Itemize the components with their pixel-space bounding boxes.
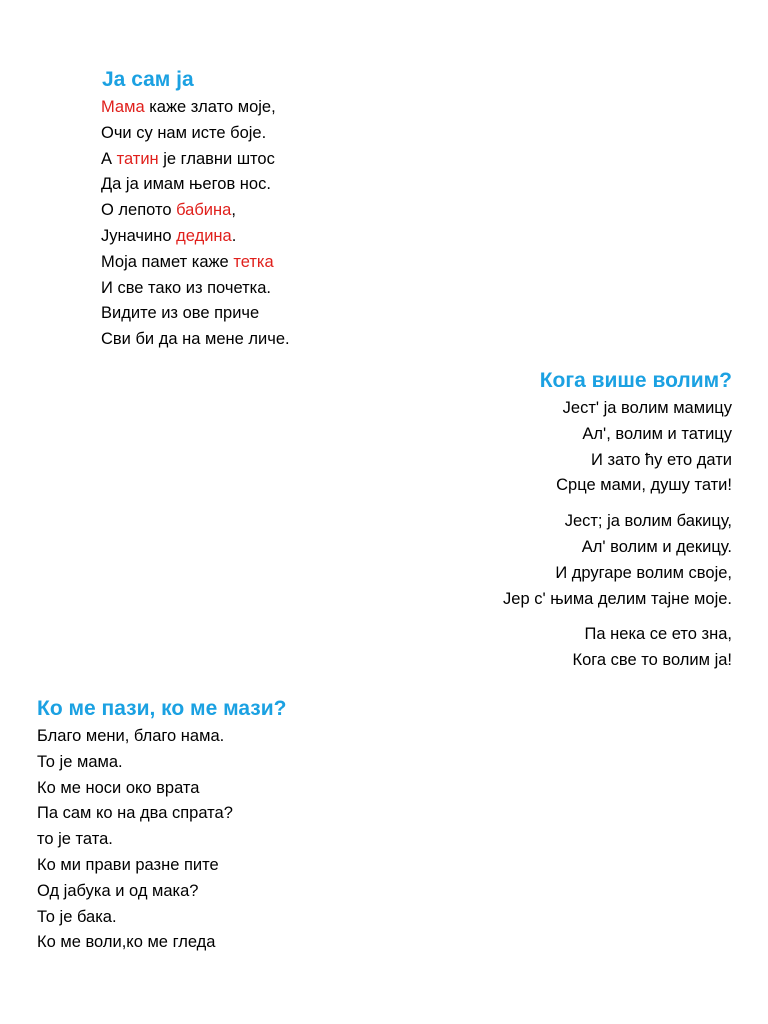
family-word: татин bbox=[116, 149, 159, 168]
poem-koga-vise-volim bbox=[503, 368, 732, 684]
poem-stanza bbox=[503, 622, 732, 674]
poem-line: А татин је главни штос bbox=[101, 149, 275, 168]
poem-line: Од јабука и од мака? bbox=[37, 881, 199, 900]
family-word: Мама bbox=[101, 98, 145, 116]
poem-line: Сви би да на мене личе. bbox=[101, 330, 290, 349]
poem-body bbox=[101, 95, 290, 353]
poem-line: Јест; ја волим бакицу, bbox=[564, 512, 732, 531]
poem-line: Видите из ове приче bbox=[101, 304, 260, 323]
family-word: бабина bbox=[176, 201, 232, 220]
poem-line: О лепото бабина, bbox=[101, 201, 236, 220]
poem-line: Ко ме носи око врата bbox=[37, 778, 200, 797]
poem-title: Ко ме пази, ко ме мази? bbox=[37, 697, 287, 720]
poem-title: Ја сам ја bbox=[102, 68, 194, 91]
poem-line: Благо мени, благо нама. bbox=[37, 727, 225, 745]
poem-line: Јуначино дедина. bbox=[101, 226, 237, 245]
poem-line: Ко ме воли,ко ме гледа bbox=[37, 933, 216, 952]
poem-line: Моја памет каже тетка bbox=[101, 252, 274, 271]
poem-ja-sam-ja bbox=[101, 67, 290, 353]
poem-line: Јест' ја волим мамицу bbox=[562, 399, 732, 417]
poem-line: Ко ми прави разне пите bbox=[37, 855, 219, 874]
family-word: дедина bbox=[176, 226, 232, 245]
poem-ko-me-pazi bbox=[37, 696, 286, 956]
poem-line: то је тата. bbox=[37, 830, 113, 849]
poem-stanza bbox=[503, 509, 732, 612]
poem-body bbox=[37, 724, 286, 956]
family-word: тетка bbox=[233, 252, 274, 271]
poem-line: Мама каже злато моје, bbox=[101, 98, 276, 116]
poem-line: Па нека се ето зна, bbox=[584, 625, 732, 644]
poem-line: Ал', волим и татицу bbox=[582, 424, 732, 443]
poem-line: Јер с' њима делим тајне моје. bbox=[503, 589, 732, 608]
poem-line: Да ја имам његов нос. bbox=[101, 175, 271, 194]
poem-line: То је мама. bbox=[37, 752, 123, 771]
poem-line: И другаре волим своје, bbox=[555, 563, 732, 582]
poem-line: Па сам ко на два спрата? bbox=[37, 804, 233, 823]
poem-line: Срце мами, душу тати! bbox=[556, 476, 732, 495]
poem-stanza bbox=[503, 396, 732, 499]
poem-line: Ал' волим и декицу. bbox=[581, 537, 732, 556]
poem-line: Очи су нам исте боје. bbox=[101, 123, 267, 142]
poem-line: Кога све то волим ја! bbox=[572, 651, 732, 670]
poem-line: И све тако из почетка. bbox=[101, 278, 271, 297]
poem-line: И зато ћу ето дати bbox=[591, 450, 732, 469]
poem-title: Кога више волим? bbox=[539, 369, 732, 392]
poem-line: То је бака. bbox=[37, 907, 117, 926]
